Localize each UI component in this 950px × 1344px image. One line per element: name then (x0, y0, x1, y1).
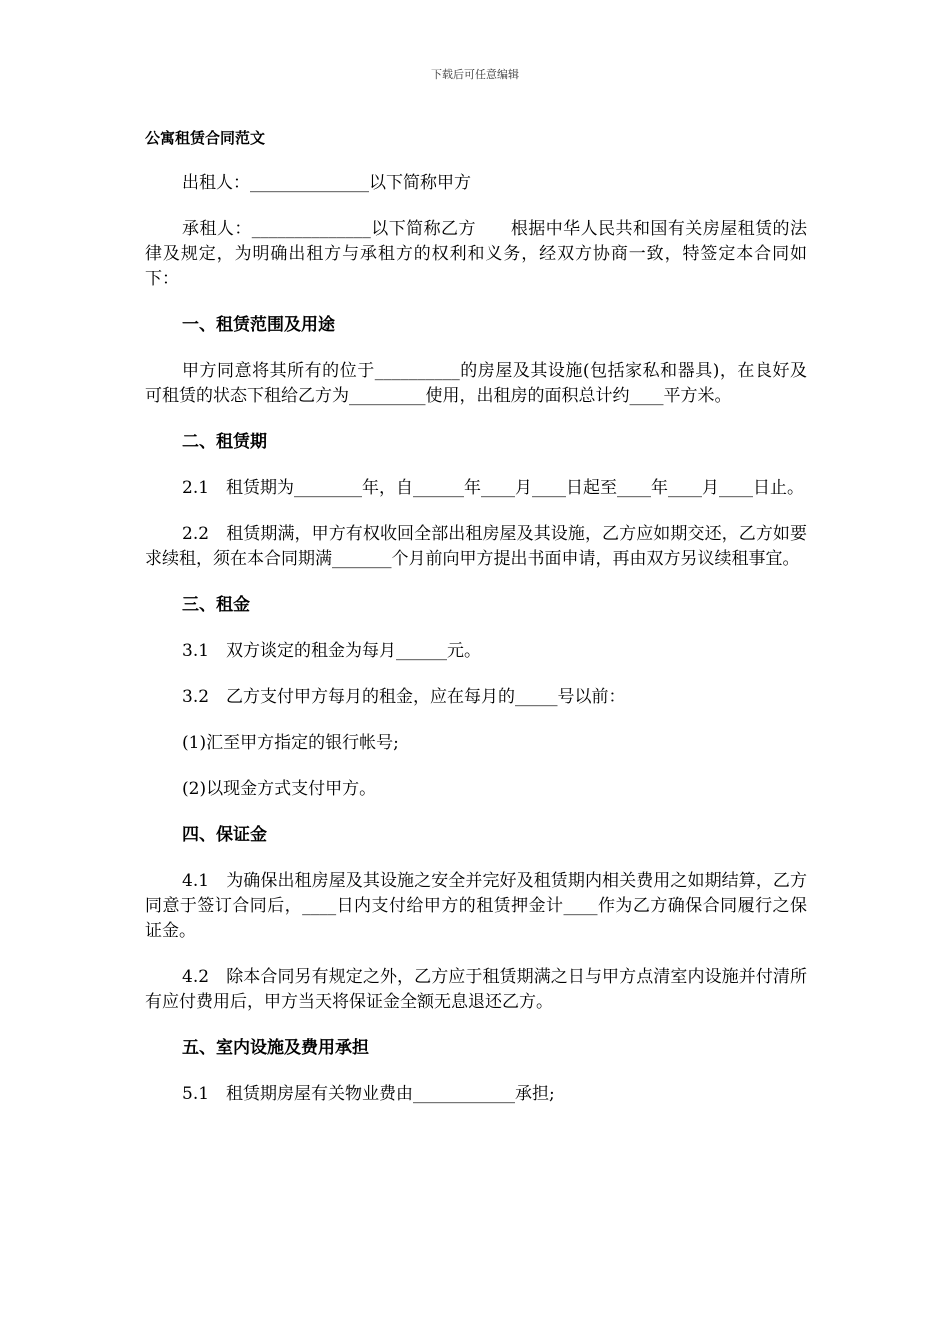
section-1-paragraph: 甲方同意将其所有的位于__________的房屋及其设施(包括家私和器具)，在良好及可租赁的状态下租给乙方为_________使用，出租房的面积总计约____平方米。 (145, 361, 807, 406)
document-body (145, 171, 807, 1128)
clause-3-2: 3.2 乙方支付甲方每月的租金，应在每月的_____号以前： (182, 687, 626, 707)
clause-5-1: 5.1 租赁期房屋有关物业费由____________承担; (182, 1084, 555, 1104)
clause-4-1: 4.1 为确保出租房屋及其设施之安全并完好及租赁期内相关费用之如期结算，乙方同意于签订合同后，____日内支付给甲方的租赁押金计____作为乙方确保合同履行之保证金。 (145, 871, 807, 941)
header-note: 下载后可任意编辑 (431, 68, 519, 81)
section-5-heading: 五、室内设施及费用承担 (182, 1038, 369, 1058)
clause-2-2: 2.2 租赁期满，甲方有权收回全部出租房屋及其设施，乙方应如期交还，乙方如要求续租，须在本合同期满_______个月前向甲方提出书面申请，再由双方另议续租事宜。 (145, 524, 807, 569)
clause-4-2: 4.2 除本合同另有规定之外，乙方应于租赁期满之日与甲方点清室内设施并付清所有应付费用后，甲方当天将保证金全额无息退还乙方。 (145, 967, 807, 1012)
payment-option-1: (1)汇至甲方指定的银行帐号; (182, 733, 399, 753)
payment-option-2: (2)以现金方式支付甲方。 (182, 779, 377, 799)
clause-3-1: 3.1 双方谈定的租金为每月______元。 (182, 641, 482, 661)
lessee-intro-paragraph: 承租人：______________以下简称乙方 根据中华人民共和国有关房屋租赁的法律及规定，为明确出租方与承租方的权利和义务，经双方协商一致，特签定本合同如下： (145, 219, 807, 289)
section-1-heading: 一、租赁范围及用途 (182, 315, 335, 335)
section-3-heading: 三、租金 (182, 595, 250, 615)
lessor-line: 出租人：______________以下简称甲方 (182, 173, 471, 193)
section-2-heading: 二、租赁期 (182, 432, 267, 452)
clause-2-1: 2.1 租赁期为________年，自______年____月____日起至____年____月____日止。 (182, 478, 805, 498)
section-4-heading: 四、保证金 (182, 825, 267, 845)
document-title: 公寓租赁合同范文 (145, 129, 266, 147)
